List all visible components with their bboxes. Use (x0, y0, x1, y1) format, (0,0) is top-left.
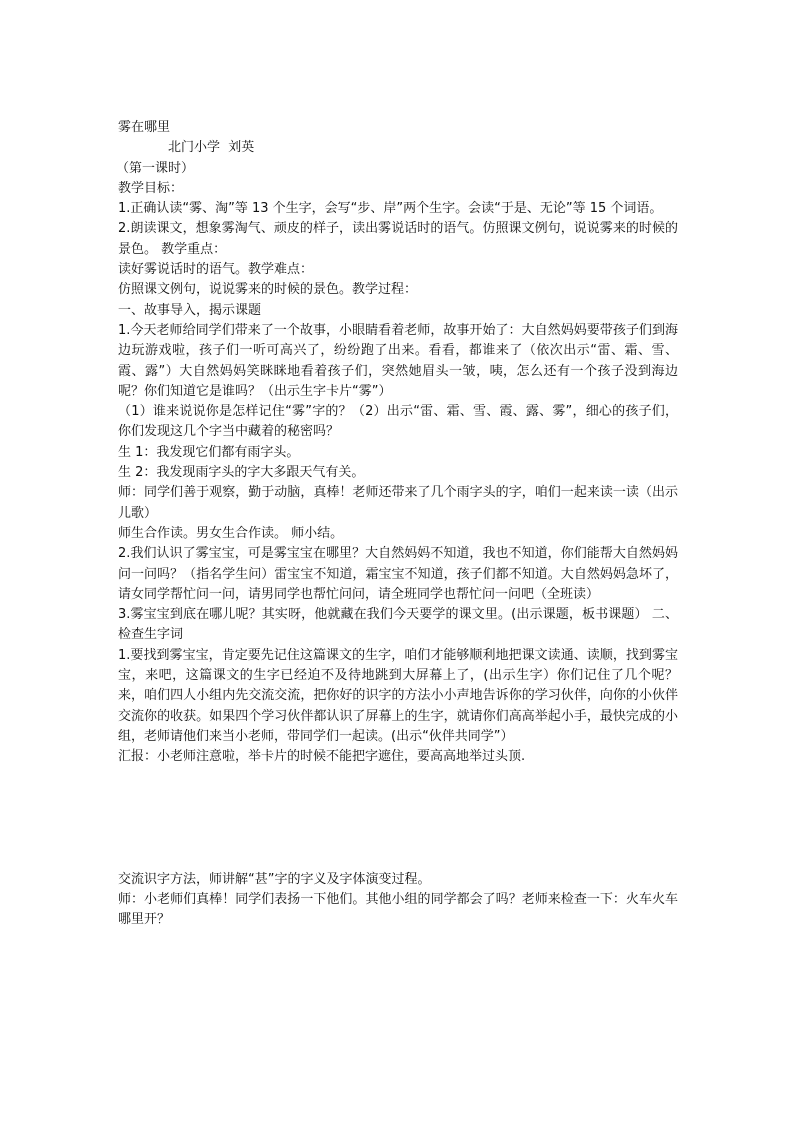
author-line: 北门小学 刘英 (168, 140, 255, 156)
objective-paragraph-1: 1.正确认读“雾、淘”等 13 个生字，会写“步、岸”两个生字。会读“于是、无论”等 15 个词语。 (118, 201, 663, 217)
student-answer-2: 生 2：我发现雨字头的字大多跟天气有关。 (118, 465, 365, 481)
lesson-label: （第一课时） (116, 160, 195, 176)
vocabulary-check-paragraph: 1.要找到雾宝宝，肯定要先记住这篇课文的生字，咱们才能够顺利地把课文读通、读顺，找到雾宝宝，来吧，这篇课文的生字已经迫不及待地跳到大屏幕上了，(出示生字）你们记住了几个呢？来，咱们四人小组内先交流交流，把你好的识字的方法小小声地告诉你的学习伙伴，向你的小伙伴交流你的收获。如果四个学习伙伴都认识了屏幕上的生字，就请你们高高举起小手，最快完成的小组，老师请他们来当小老师，带同学们一起读。(出示“伙伴共同学”） (118, 647, 678, 744)
question-paragraph: （1）谁来说说你是怎样记住“雾”字的？（2）出示“雷、霜、雪、霞、露、雾”，细心的孩子们，你们发现这几个字当中藏着的秘密吗？ (118, 404, 678, 440)
report-paragraph: 汇报：小老师注意啦，举卡片的时候不能把字遮住，要高高地举过头顶. (118, 749, 526, 765)
teacher-remark-2: 师生合作读。男女生合作读。 师小结。 (118, 525, 344, 541)
document-title: 雾在哪里 (118, 120, 171, 135)
difficult-point-paragraph: 仿照课文例句，说说雾来的时候的景色。教学过程： (118, 282, 418, 298)
teacher-remark-1: 师：同学们善于观察，勤于动脑，真棒！老师还带来了几个雨字头的字，咱们一起来读一读（出示儿歌） (118, 485, 678, 521)
objective-paragraph-2: 2.朗读课文，想象雾淘气、顽皮的样子，读出雾说话时的语气。仿照课文例句，说说雾来的时候的景色。 教学重点： (118, 221, 678, 257)
objectives-heading: 教学目标： (118, 180, 184, 196)
step-paragraph-2: 2.我们认识了雾宝宝，可是雾宝宝在哪里？大自然妈妈不知道，我也不知道，你们能帮大自然妈妈问一问吗？（指名学生问）雷宝宝不知道，霜宝宝不知道，孩子们都不知道。大自然妈妈急坏了，请女同学帮忙问一问，请男同学也帮忙问问，请全班同学也帮忙问一问吧（全班读） (118, 546, 678, 602)
key-point-paragraph: 读好雾说话时的语气。教学难点： (118, 262, 314, 278)
step-paragraph-3: 3.雾宝宝到底在哪儿呢？其实呀，他就藏在我们今天要学的课文里。(出示课题，板书课题） 二、检查生字词 (118, 607, 678, 643)
teacher-check-paragraph: 师：小老师们真棒！同学们表扬一下他们。其他小组的同学都会了吗？老师来检查一下：火车火车哪里开？ (118, 891, 678, 928)
student-answer-1: 生 1：我发现它们都有雨字头。 (118, 444, 300, 460)
literacy-method-paragraph: 交流识字方法，师讲解“甚”字的字义及字体演变过程。 (118, 871, 431, 887)
story-paragraph: 1.今天老师给同学们带来了一个故事，小眼睛看着老师，故事开始了：大自然妈妈要带孩子们到海边玩游戏啦，孩子们一听可高兴了，纷纷跑了出来。看看，都谁来了（依次出示“雷、霜、雪、霞、露”）大自然妈妈笑眯眯地看着孩子们，突然她眉头一皱，咦，怎么还有一个孩子没到海边呢？你们知道它是谁吗？（出示生字卡片“雾”） (118, 322, 678, 399)
blank-space (118, 768, 678, 870)
section-heading-1: 一、故事导入，揭示课题 (118, 302, 262, 318)
document-page (118, 118, 678, 930)
